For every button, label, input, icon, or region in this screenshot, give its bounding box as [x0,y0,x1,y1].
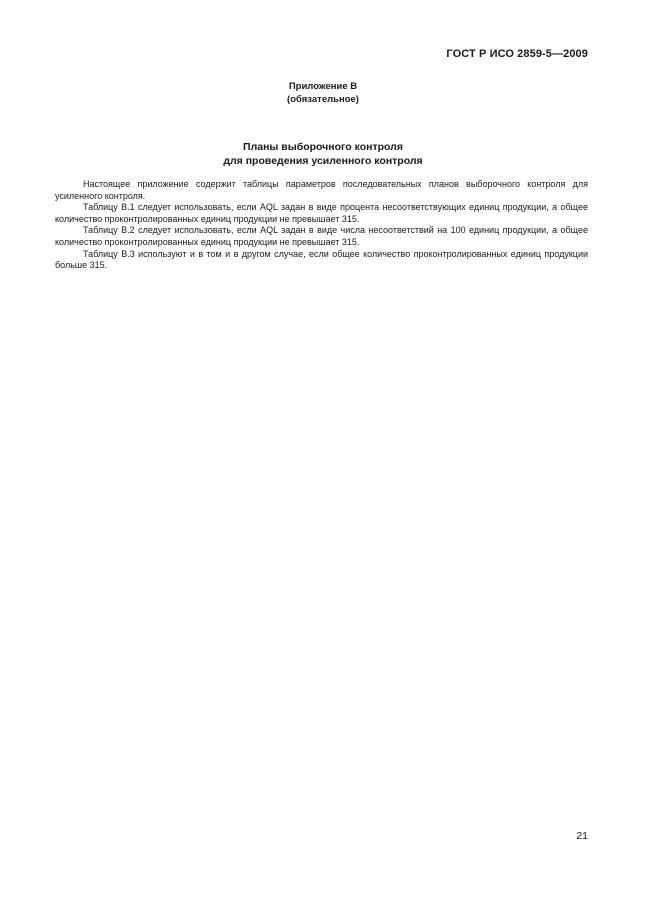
paragraph-intro: Настоящее приложение содержит таблицы параметров последовательных планов выборочного контроля для усиленного контроля. [55,179,588,201]
appendix-heading [0,80,646,106]
section-title [0,140,646,168]
page-number: 21 [576,830,588,842]
section-title-line-2: для проведения усиленного контроля [223,155,423,167]
section-title-line-1: Планы выборочного контроля [243,141,403,153]
body-text [55,179,588,272]
paragraph-table-b2: Таблицу В.2 следует использовать, если AQL задан в виде числа несоответствий на 100 единиц продукции, а общее количество проконтролированных единиц продукции не превышает 315. [55,225,588,247]
document-header-code: ГОСТ Р ИСО 2859-5—2009 [446,48,588,60]
appendix-label: Приложение В [288,81,358,92]
paragraph-table-b1: Таблицу В.1 следует использовать, если AQL задан в виде процента несоответствующих единиц продукции, а общее количество проконтролированных единиц продукции не превышает 315. [55,202,588,224]
paragraph-table-b3: Таблицу В.3 используют и в том и в другом случае, если общее количество проконтролированных единиц продукции больше 315. [55,248,588,271]
appendix-status: (обязательное) [287,94,359,105]
